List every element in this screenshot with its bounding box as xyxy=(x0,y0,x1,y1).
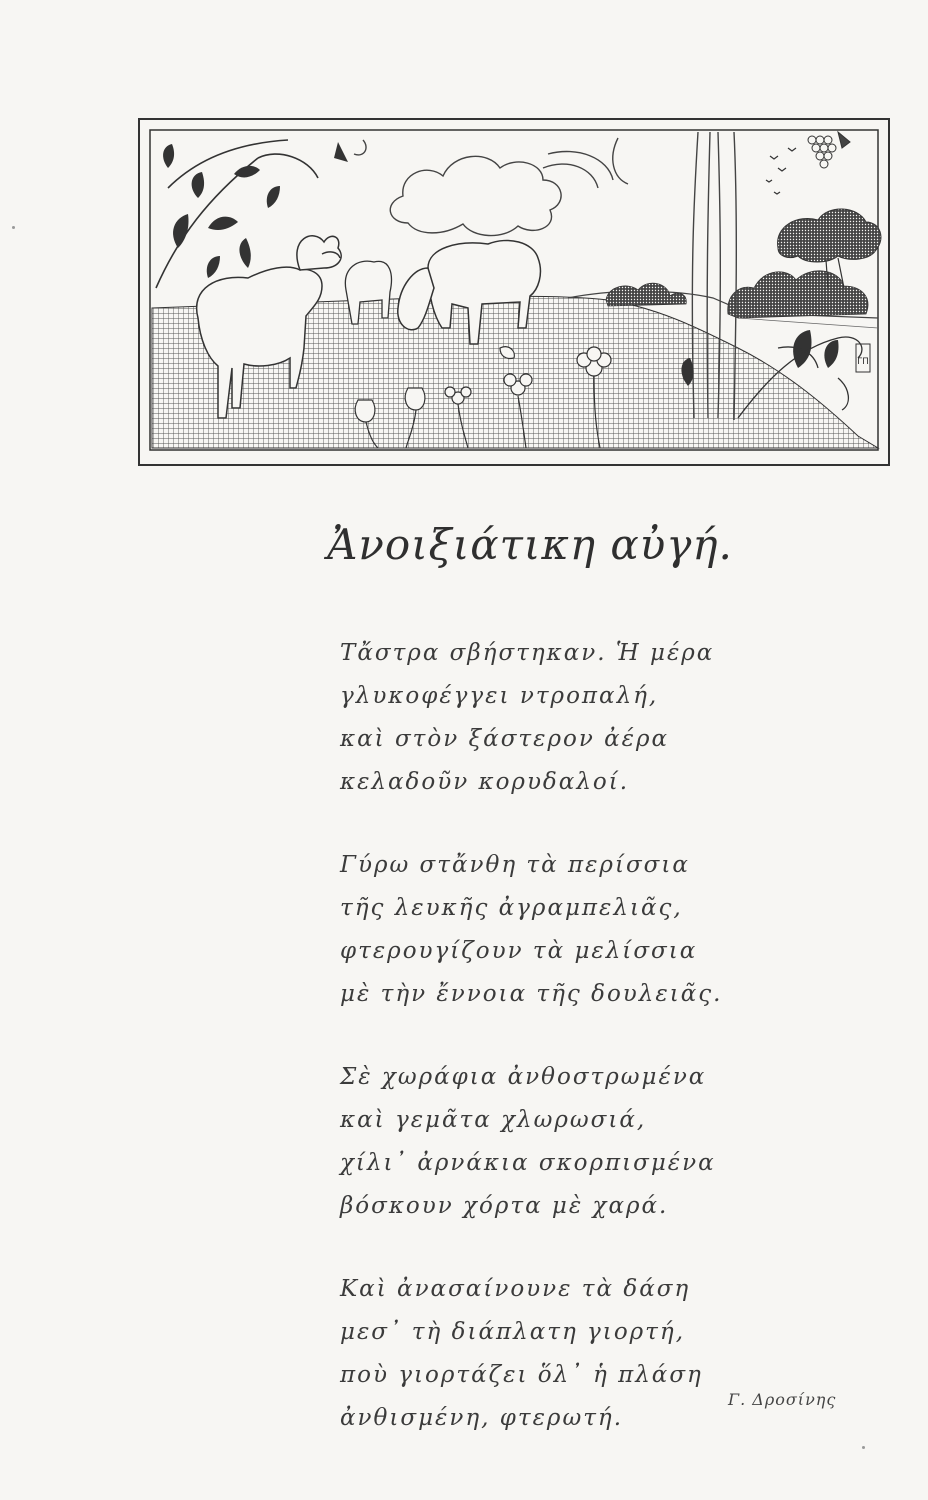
poem-line: Τἄστρα σβήστηκαν. Ἡ μέρα xyxy=(340,640,715,666)
poem-line: χίλι᾽ ἀρνάκια σκορπισμένα xyxy=(340,1150,716,1176)
poem-line: μὲ τὴν ἔννοια τῆς δουλειᾶς. xyxy=(340,981,723,1007)
poem-line: Σὲ χωράφια ἀνθοστρωμένα xyxy=(340,1064,707,1090)
clouds xyxy=(354,138,628,236)
stanza-3 xyxy=(340,1056,760,1228)
poem-body xyxy=(340,632,760,1480)
poem-line: καὶ στὸν ξάστερον ἀέρα xyxy=(340,726,670,752)
poem-line: ποὺ γιορτάζει ὅλ᾽ ἡ πλάση xyxy=(340,1362,703,1388)
stanza-1 xyxy=(340,632,760,804)
poem-line: φτερουγίζουν τὰ μελίσσια xyxy=(340,938,698,964)
pastoral-illustration xyxy=(138,118,890,468)
stanza-2 xyxy=(340,844,760,1016)
poem-title: Ἀνοιξιάτικη αὐγή. xyxy=(327,520,733,569)
author-signature: Γ. Δροσίνης xyxy=(728,1390,837,1409)
birds xyxy=(766,148,796,194)
poem-line: γλυκοφέγγει ντροπαλή, xyxy=(340,683,659,709)
poem-line: Γύρω στἄνθη τὰ περίσσια xyxy=(340,852,690,878)
page-speck xyxy=(862,1446,865,1449)
poem-line: βόσκουν χόρτα μὲ χαρά. xyxy=(340,1193,669,1219)
bushes xyxy=(606,283,686,306)
left-branch xyxy=(156,140,318,288)
tree-canopy xyxy=(778,209,881,262)
poem-line: τῆς λευκῆς ἀγραμπελιᾶς, xyxy=(340,895,683,921)
stanza-4 xyxy=(340,1268,760,1440)
poem-line: Καὶ ἀνασαίνουνε τὰ δάση xyxy=(340,1276,691,1302)
poem-line: καὶ γεμᾶτα χλωρωσιά, xyxy=(340,1107,647,1133)
poem-line: ἀνθισμένη, φτερωτή. xyxy=(340,1405,624,1431)
poem-line: μεσ᾽ τὴ διάπλατη γιορτή, xyxy=(340,1319,686,1345)
poem-line: κελαδοῦν κορυδαλοί. xyxy=(340,769,630,795)
grapes xyxy=(808,132,850,168)
monogram: ΓΠ xyxy=(857,357,869,367)
page-speck xyxy=(12,226,15,229)
